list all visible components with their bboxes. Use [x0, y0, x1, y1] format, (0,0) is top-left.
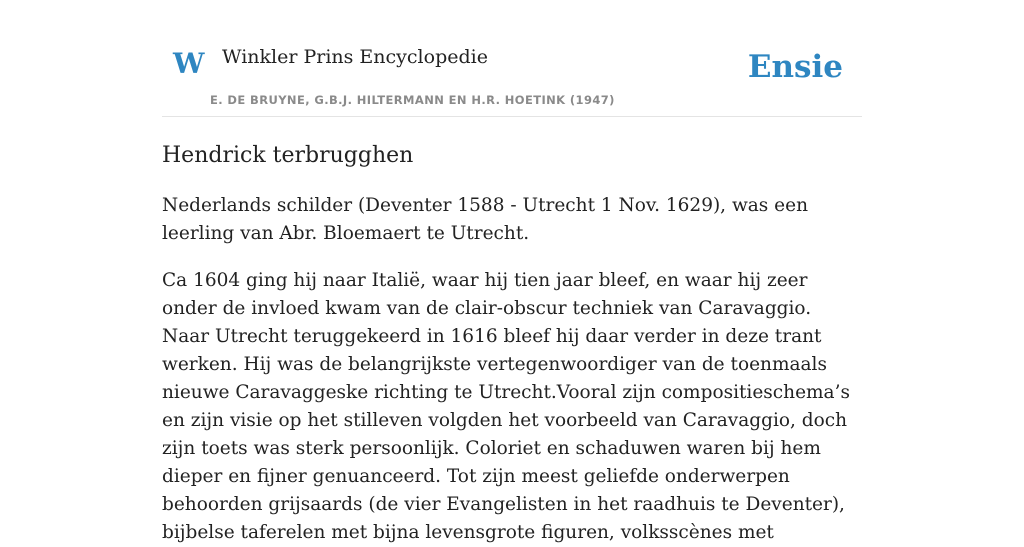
encyclopedia-name[interactable]: Winkler Prins Encyclopedie [222, 46, 488, 68]
page [162, 0, 862, 547]
ensie-brand-logo[interactable]: Ensie [747, 49, 843, 85]
article-paragraph: Nederlands schilder (Deventer 1588 - Utrecht 1 Nov. 1629), was een leerling van Abr. Bloemaert te Utrecht. [162, 195, 808, 245]
article-body [162, 192, 862, 547]
authors-line: E. DE BRUYNE, G.B.J. HILTERMANN EN H.R. HOETINK (1947) [210, 93, 615, 107]
encyclopedia-logo[interactable]: W [173, 47, 205, 80]
site-header [162, 0, 862, 117]
article-paragraph: Ca 1604 ging hij naar Italië, waar hij tien jaar bleef, en waar hij zeer onder de invloed kwam van de clair-obscur techniek van Caravaggio. Naar Utrecht teruggekeerd in 1616 bleef hij daar verder in deze trant werken. Hij was de belangrijkste vertegenwoordiger van de toenmaals nieuwe Caravaggeske richting te Utrecht.Vooral zijn compositieschema’s en zijn visie op het stilleven volgden het voorbeeld van Caravaggio, doch zijn toets was sterk persoonlijk. Coloriet en schaduwen waren bij hem dieper en fijner genuanceerd. Tot zijn meest geliefde onderwerpen behoorden grijsaards (de vier Evangelisten in het raadhuis te Deventer), bijbelse taferelen met bijna levensgrote figuren, volksscènes met [162, 270, 850, 544]
article-title: Hendrick terbrugghen [162, 143, 414, 168]
